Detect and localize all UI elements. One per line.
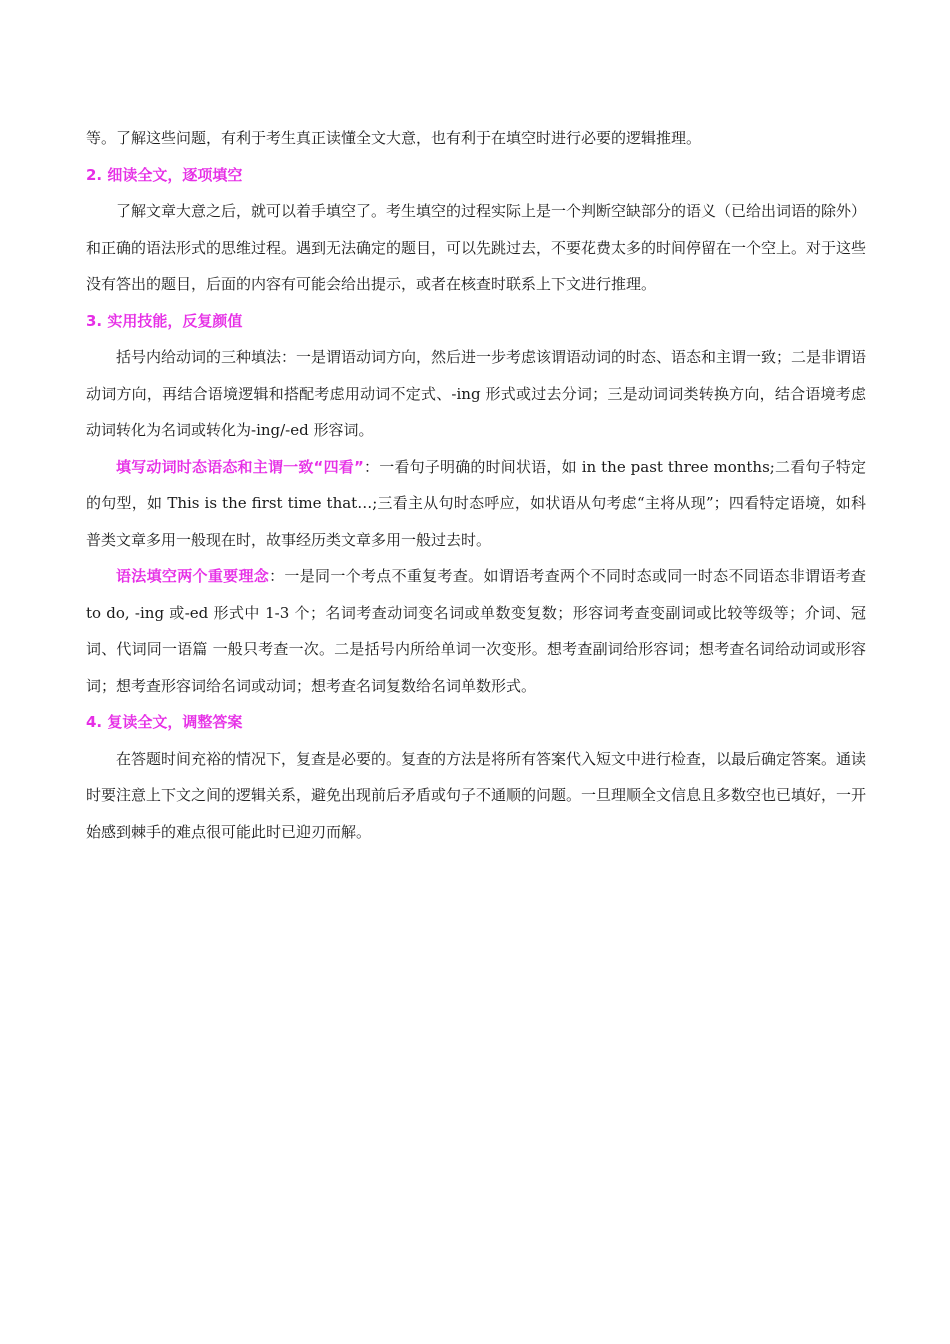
heading-step-2: 2. 细读全文，逐项填空 xyxy=(86,165,243,184)
paragraph-intro-tail: 等。了解这些问题，有利于考生真正读懂全文大意，也有利于在填空时进行必要的逻辑推理。 xyxy=(86,129,702,147)
paragraph-four-looks xyxy=(86,449,866,559)
paragraph-step-2: 了解文章大意之后，就可以着手填空了。考生填空的过程实际上是一个判断空缺部分的语义（已给出词语的除外）和正确的语法形式的思维过程。遇到无法确定的题目，可以先跳过去，不要花费太多的时间停留在一个空上。对于这些没有答出的题目，后面的内容有可能会给出提示，或者在核查时联系上下文进行推理。 xyxy=(86,202,867,293)
heading-step-3: 3. 实用技能，反复颜值 xyxy=(86,311,243,330)
paragraph-verb-methods: 括号内给动词的三种填法：一是谓语动词方向，然后进一步考虑该谓语动词的时态、语态和主谓一致；二是非谓语动词方向，再结合语境逻辑和搭配考虑用动词不定式、-ing 形式或过去分词；三是动词词类转换方向，结合语境考虑动词转化为名词或转化为-ing/-ed 形容词。 xyxy=(86,348,867,439)
lead-four-looks: 填写动词时态语态和主谓一致“四看” xyxy=(116,457,364,476)
heading-step-4: 4. 复读全文，调整答案 xyxy=(86,713,243,731)
text-four-looks: ：一看句子明确的时间状语，如 in the past three months;二看句子特定的句型，如 This is the first time that…;三看主从句时态呼应，如状语从句考虑“主将从现”；四看特定语境，如科普类文章多用一般现在时，故事经历类文章多用一般过去时。 xyxy=(86,457,867,549)
document-page xyxy=(86,120,866,850)
lead-two-concepts: 语法填空两个重要理念 xyxy=(116,567,270,585)
paragraph-two-concepts xyxy=(86,558,866,704)
paragraph-step-4: 在答题时间充裕的情况下，复查是必要的。复查的方法是将所有答案代入短文中进行检查，以最后确定答案。通读时要注意上下文之间的逻辑关系，避免出现前后矛盾或句子不通顺的问题。一旦理顺全文信息且多数空也已填好，一开始感到棘手的难点很可能此时已迎刃而解。 xyxy=(86,749,867,841)
text-two-concepts: ：一是同一个考点不重复考查。如谓语考查两个不同时态或同一时态不同语态非谓语考查 to do, -ing 或-ed 形式中 1-3 个；名词考查动词变名词或单数变复数；形容词考查变副词或比较等级等；介词、冠词、代词同一语篇 一般只考查一次。二是括号内所给单词一次变形。想考查副词给形容词；想考查名词给动词或形容词；想考查形容词给名词或动词；想考查名词复数给名词单数形式。 xyxy=(86,567,866,695)
